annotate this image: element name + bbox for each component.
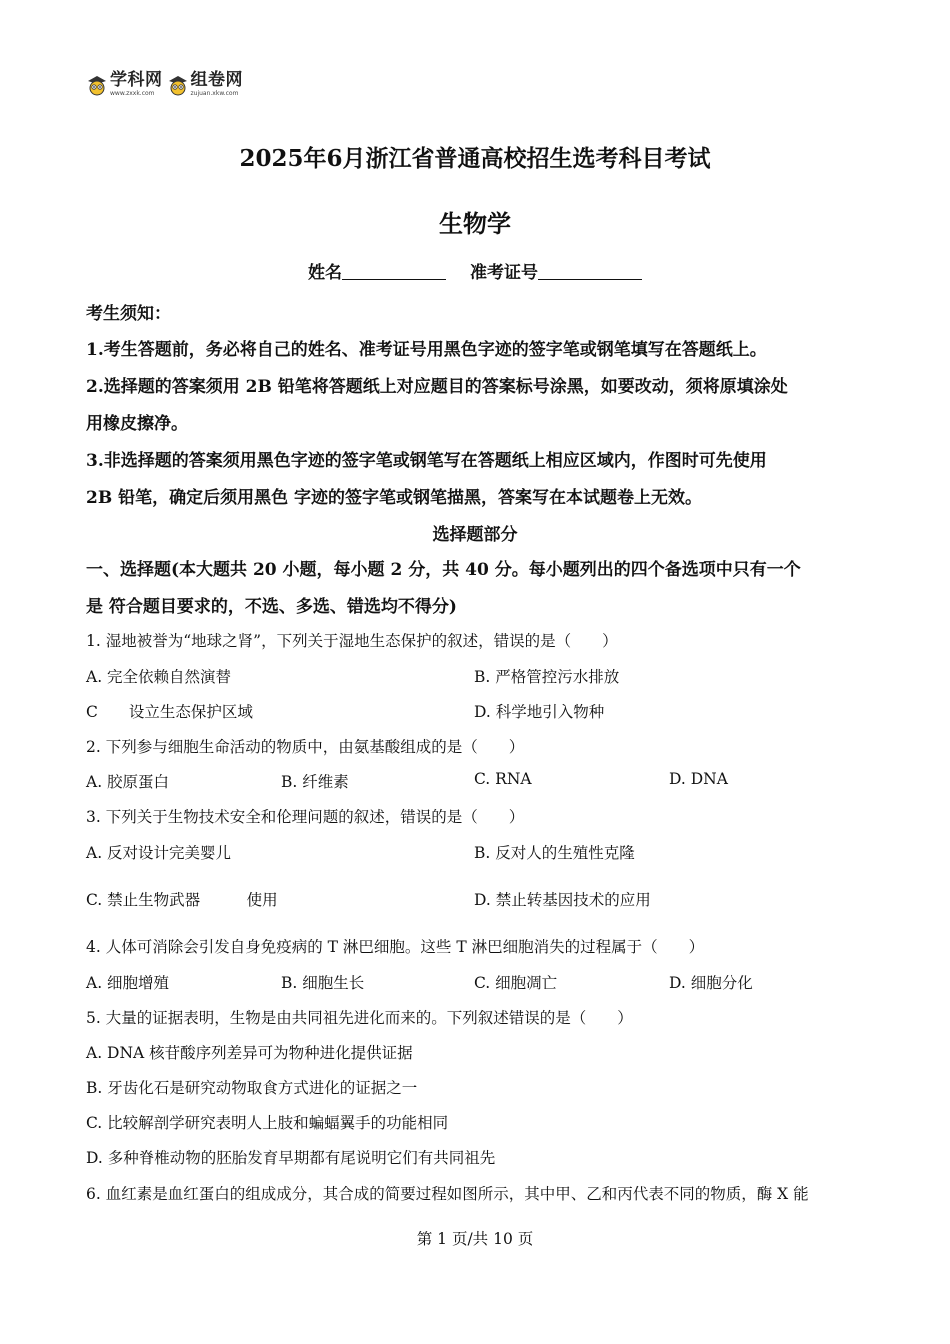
logo-brand-2: 组卷网	[190, 70, 243, 90]
logo	[86, 72, 243, 97]
question-6-stem: 6. 血红素是血红蛋白的组成成分，其合成的简要过程如图所示，其中甲、乙和丙代表不同的物质，酶 X 能	[86, 1185, 809, 1203]
logo-url-1: www.zxxk.com	[110, 90, 155, 97]
mascot-face-icon	[167, 74, 189, 96]
notice-item-2-line-1: 2.选择题的答案须用 2B 铅笔将答题纸上对应题目的答案标号涂黑，如要改动，须将原填涂处	[86, 377, 788, 397]
notice-item-2-line-2: 用橡皮擦净。	[86, 414, 188, 434]
logo-url-2: zujuan.xkw.com	[190, 90, 239, 97]
question-1-option-b: B. 严格管控污水排放	[474, 668, 620, 686]
question-5-stem: 5. 大量的证据表明，生物是由共同祖先进化而来的。下列叙述错误的是（ ）	[86, 1009, 633, 1027]
question-3-option-b: B. 反对人的生殖性克隆	[474, 844, 635, 862]
question-5-option-a: A. DNA 核苷酸序列差异可为物种进化提供证据	[86, 1044, 413, 1062]
notice-item-3-line-2: 2B 铅笔，确定后须用黑色 字迹的签字笔或钢笔描黑，答案写在本试题卷上无效。	[86, 488, 703, 508]
question-1-option-a: A. 完全依赖自然演替	[86, 668, 232, 686]
question-5-option-d: D. 多种脊椎动物的胚胎发育早期都有尾说明它们有共同祖先	[86, 1149, 496, 1167]
question-4-option-d: D. 细胞分化	[669, 974, 753, 992]
question-2-stem: 2. 下列参与细胞生命活动的物质中，由氨基酸组成的是（ ）	[86, 738, 525, 756]
question-2-option-d: D. DNA	[669, 770, 728, 788]
id-blank	[538, 261, 642, 280]
logo-zxxk	[86, 72, 163, 97]
section-heading-line-2: 是 符合题目要求的，不选、多选、错选均不得分)	[86, 597, 457, 617]
question-1-option-d: D. 科学地引入物种	[474, 703, 605, 721]
name-blank	[342, 261, 446, 280]
question-4-stem: 4. 人体可消除会引发自身免疫病的 T 淋巴细胞。这些 T 淋巴细胞消失的过程属于（ ）	[86, 938, 705, 956]
question-3-option-c: C. 禁止生物武器 使用	[86, 891, 278, 909]
question-1-stem: 1. 湿地被誉为“地球之肾”，下列关于湿地生态保护的叙述，错误的是（ ）	[86, 632, 618, 650]
question-5-option-c: C. 比较解剖学研究表明人上肢和蝙蝠翼手的功能相同	[86, 1114, 449, 1132]
question-4-option-c: C. 细胞凋亡	[474, 974, 558, 992]
question-4-option-b: B. 细胞生长	[281, 974, 365, 992]
logo-zujuan	[167, 72, 244, 97]
name-label: 姓名	[308, 263, 342, 283]
question-5-option-b: B. 牙齿化石是研究动物取食方式进化的证据之一	[86, 1079, 418, 1097]
part-title: 选择题部分	[432, 525, 518, 545]
logo-brand-1: 学科网	[110, 70, 163, 90]
question-3-option-a: A. 反对设计完美婴儿	[86, 844, 232, 862]
id-label: 准考证号	[470, 263, 538, 283]
notice-heading: 考生须知：	[86, 304, 171, 324]
question-2-option-c: C. RNA	[474, 770, 532, 788]
question-1-option-c: C 设立生态保护区域	[86, 703, 253, 721]
question-3-stem: 3. 下列关于生物技术安全和伦理问题的叙述，错误的是（ ）	[86, 808, 525, 826]
question-3-option-d: D. 禁止转基因技术的应用	[474, 891, 651, 909]
page-number: 第 1 页/共 10 页	[416, 1230, 534, 1248]
mascot-face-icon	[86, 74, 108, 96]
question-2-option-a: A. 胶原蛋白	[86, 773, 170, 791]
question-4-option-a: A. 细胞增殖	[86, 974, 170, 992]
candidate-info	[0, 258, 950, 283]
section-heading-line-1: 一、选择题(本大题共 20 小题，每小题 2 分，共 40 分。每小题列出的四个备选项中只有一个	[86, 560, 801, 580]
question-2-option-b: B. 纤维素	[281, 773, 349, 791]
notice-item-1: 1.考生答题前，务必将自己的姓名、准考证号用黑色字迹的签字笔或钢笔填写在答题纸上。	[86, 340, 767, 360]
subject-title: 生物学	[439, 209, 511, 238]
notice-item-3-line-1: 3.非选择题的答案须用黑色字迹的签字笔或钢笔写在答题纸上相应区域内，作图时可先使用	[86, 451, 767, 471]
exam-title: 2025年6月浙江省普通高校招生选考科目考试	[239, 145, 711, 172]
